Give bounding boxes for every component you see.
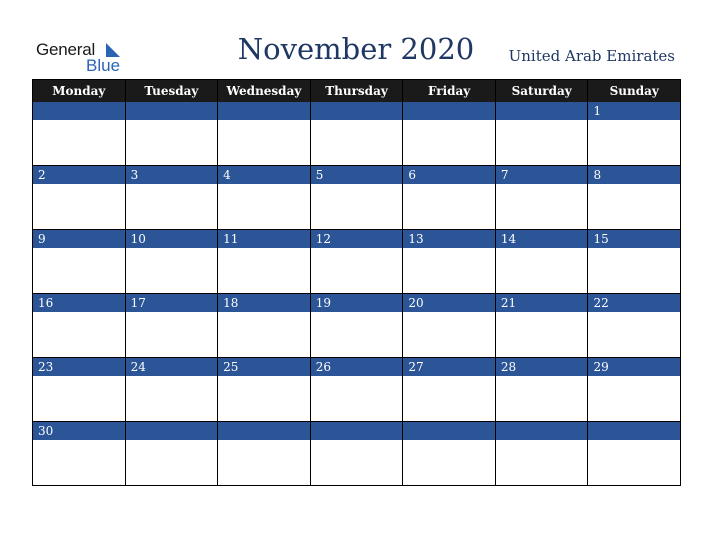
day-cell bbox=[126, 102, 219, 166]
day-cell bbox=[126, 358, 219, 422]
day-cell bbox=[311, 230, 404, 294]
week-row bbox=[33, 358, 681, 422]
day-number: 4 bbox=[218, 166, 310, 184]
day-cell bbox=[311, 166, 404, 230]
day-cell bbox=[311, 294, 404, 358]
day-number: 18 bbox=[218, 294, 310, 312]
weekday-thursday: Thursday bbox=[311, 80, 404, 102]
day-cell bbox=[33, 294, 126, 358]
day-number: 7 bbox=[496, 166, 588, 184]
day-number: 26 bbox=[311, 358, 403, 376]
day-number bbox=[33, 102, 125, 120]
day-number bbox=[403, 422, 495, 440]
day-number bbox=[126, 422, 218, 440]
day-cell bbox=[496, 102, 589, 166]
day-cell bbox=[218, 230, 311, 294]
weekday-sunday: Sunday bbox=[588, 80, 681, 102]
day-number: 20 bbox=[403, 294, 495, 312]
day-number: 6 bbox=[403, 166, 495, 184]
day-cell bbox=[33, 230, 126, 294]
day-cell bbox=[126, 230, 219, 294]
day-number: 25 bbox=[218, 358, 310, 376]
calendar-grid bbox=[32, 79, 681, 486]
day-number: 29 bbox=[588, 358, 680, 376]
weekday-friday: Friday bbox=[403, 80, 496, 102]
day-number: 17 bbox=[126, 294, 218, 312]
day-cell bbox=[311, 358, 404, 422]
day-number: 3 bbox=[126, 166, 218, 184]
weekday-tuesday: Tuesday bbox=[126, 80, 219, 102]
day-cell bbox=[218, 294, 311, 358]
day-number bbox=[218, 422, 310, 440]
day-number: 30 bbox=[33, 422, 125, 440]
logo-text-general: General bbox=[36, 40, 96, 59]
day-cell bbox=[496, 422, 589, 486]
day-number: 27 bbox=[403, 358, 495, 376]
day-number: 16 bbox=[33, 294, 125, 312]
day-number: 15 bbox=[588, 230, 680, 248]
day-cell bbox=[588, 294, 681, 358]
day-number bbox=[126, 102, 218, 120]
day-number: 13 bbox=[403, 230, 495, 248]
day-number: 5 bbox=[311, 166, 403, 184]
weekday-header-row bbox=[33, 80, 681, 102]
day-number: 10 bbox=[126, 230, 218, 248]
day-number: 14 bbox=[496, 230, 588, 248]
week-row bbox=[33, 102, 681, 166]
country-label: United Arab Emirates bbox=[508, 47, 675, 65]
day-number: 21 bbox=[496, 294, 588, 312]
day-cell bbox=[126, 294, 219, 358]
day-cell bbox=[403, 358, 496, 422]
day-cell bbox=[33, 166, 126, 230]
day-cell bbox=[588, 102, 681, 166]
day-cell bbox=[33, 102, 126, 166]
day-number: 11 bbox=[218, 230, 310, 248]
day-cell bbox=[403, 102, 496, 166]
day-number: 28 bbox=[496, 358, 588, 376]
day-number: 8 bbox=[588, 166, 680, 184]
day-cell bbox=[496, 166, 589, 230]
day-cell bbox=[588, 166, 681, 230]
day-number bbox=[403, 102, 495, 120]
day-cell bbox=[496, 230, 589, 294]
day-number: 1 bbox=[588, 102, 680, 120]
day-cell bbox=[126, 422, 219, 486]
day-cell bbox=[496, 358, 589, 422]
day-cell bbox=[33, 358, 126, 422]
day-number: 22 bbox=[588, 294, 680, 312]
day-cell bbox=[496, 294, 589, 358]
day-number bbox=[588, 422, 680, 440]
day-cell bbox=[588, 358, 681, 422]
day-number: 2 bbox=[33, 166, 125, 184]
day-cell bbox=[33, 422, 126, 486]
day-number bbox=[218, 102, 310, 120]
week-row bbox=[33, 294, 681, 358]
day-cell bbox=[403, 294, 496, 358]
page-title: November 2020 bbox=[237, 32, 475, 66]
day-number: 24 bbox=[126, 358, 218, 376]
day-cell bbox=[218, 166, 311, 230]
weekday-monday: Monday bbox=[33, 80, 126, 102]
week-row bbox=[33, 230, 681, 294]
day-number: 12 bbox=[311, 230, 403, 248]
day-cell bbox=[311, 422, 404, 486]
day-number: 23 bbox=[33, 358, 125, 376]
day-number bbox=[311, 102, 403, 120]
weekday-wednesday: Wednesday bbox=[218, 80, 311, 102]
day-number bbox=[496, 422, 588, 440]
weeks-container bbox=[33, 102, 681, 486]
weekday-saturday: Saturday bbox=[496, 80, 589, 102]
day-cell bbox=[403, 230, 496, 294]
day-number: 19 bbox=[311, 294, 403, 312]
day-cell bbox=[218, 358, 311, 422]
day-cell bbox=[311, 102, 404, 166]
day-cell bbox=[403, 422, 496, 486]
logo-text-blue: Blue bbox=[86, 56, 121, 75]
day-cell bbox=[588, 230, 681, 294]
week-row bbox=[33, 166, 681, 230]
day-cell bbox=[126, 166, 219, 230]
day-number bbox=[496, 102, 588, 120]
day-cell bbox=[218, 102, 311, 166]
day-cell bbox=[403, 166, 496, 230]
week-row bbox=[33, 422, 681, 486]
day-number: 9 bbox=[33, 230, 125, 248]
day-number bbox=[311, 422, 403, 440]
day-cell bbox=[588, 422, 681, 486]
day-cell bbox=[218, 422, 311, 486]
